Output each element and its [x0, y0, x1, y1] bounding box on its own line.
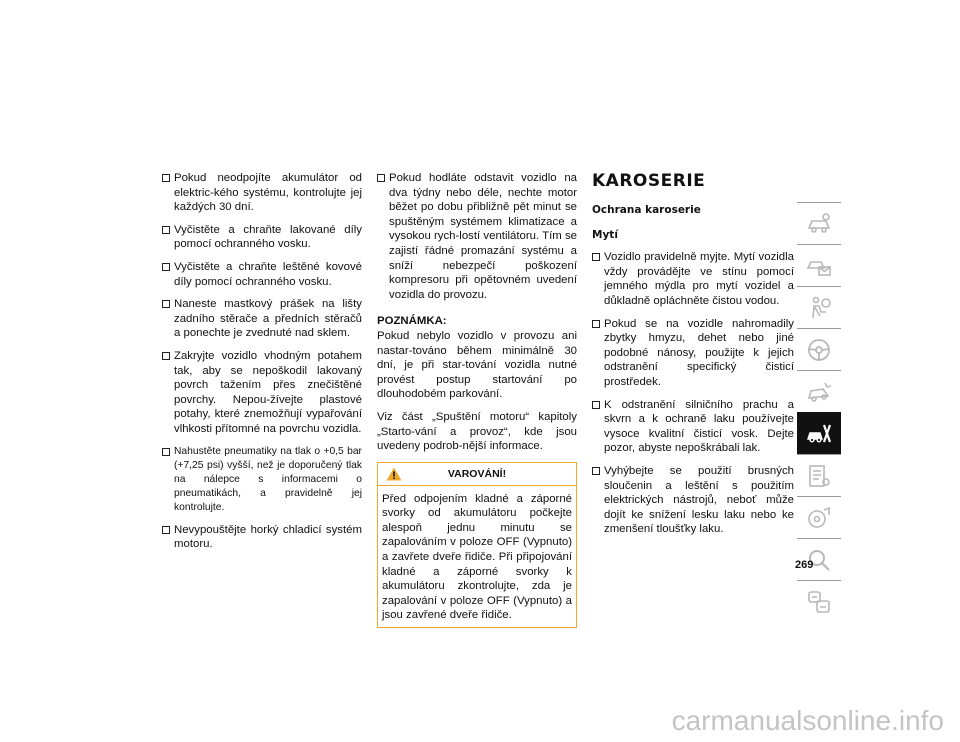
watermark: carmanualsonline.info [671, 705, 944, 736]
list-item: Naneste mastkový prášek na lišty zadního stěrače a předních stěračů a ponechte je zvednuté nad sklem. [162, 297, 362, 341]
column-left [162, 171, 362, 560]
warning-text: Před odpojením kladné a záporné svorky od akumulátoru počkejte alespoň jednu minutu se zapalováním v poloze OFF (Vypnuto) a zavřete dveře řidiče. Při připojování kladné a záporné svorky k akumulátoru zkontrolujte, zda je zapalování v poloze OFF (Vypnuto) a jsou zavřené dveře řidiče. [382, 492, 572, 622]
note-text: Pokud nebylo vozidlo v provozu ani nastar-továno během minimálně 30 dní, je při star-tování vozidla nutné provést postup startování po dlouhodobém parkování. [377, 329, 577, 401]
list-item: Pokud se na vozidle nahromadily zbytky hmyzu, dehet nebo jiné podobné nánosy, použijte k jejich odstranění specifický čisticí prostředek. [592, 317, 794, 390]
checkbox-square-icon [162, 448, 170, 456]
specifications-list-icon [805, 462, 833, 490]
steering-wheel-icon [805, 336, 833, 364]
checkbox-square-icon [377, 174, 385, 182]
subsubsection-heading: Mytí [592, 228, 618, 241]
section-heading: KAROSERIE [592, 171, 706, 191]
page-number: 269 [795, 559, 814, 571]
list-item: Vyhýbejte se použití brusných sloučenin a leštění s použitím elektrických nástrojů, neboť může dojít ke snížení lesku laku nebo ke zmenšení tloušťky laku. [592, 464, 794, 537]
car-service-tools-icon [805, 420, 833, 448]
tab-languages[interactable] [797, 580, 841, 622]
tab-seatbelt-airbag[interactable] [797, 286, 841, 328]
list-item: Vozidlo pravidelně myjte. Mytí vozidla vždy provádějte ve stínu pomocí jemného mýdla pro mytí vozidel a důkladně opláchněte čistou vodou. [592, 250, 794, 308]
list-item: K odstranění silničního prachu a skvrn a k ochraně laku používejte vysoce kvalitní čisticí vosk. Dejte pozor, abyste nepoškrábali lak. [592, 398, 794, 456]
checkbox-square-icon [592, 401, 600, 409]
warning-triangle-icon [386, 467, 402, 481]
tab-steering-wheel[interactable] [797, 328, 841, 370]
seatbelt-airbag-icon [805, 294, 833, 322]
note-title: POZNÁMKA: [377, 315, 447, 328]
checkbox-square-icon [162, 526, 170, 534]
tab-car-service-tools[interactable] [797, 412, 841, 454]
column-right [592, 171, 794, 545]
tab-multimedia[interactable] [797, 496, 841, 538]
tab-car-mail[interactable] [797, 244, 841, 286]
car-crash-icon [805, 378, 833, 406]
checkbox-square-icon [592, 253, 600, 261]
tab-car-crash[interactable] [797, 370, 841, 412]
languages-icon [805, 588, 833, 616]
checkbox-square-icon [162, 300, 170, 308]
checkbox-square-icon [592, 467, 600, 475]
warning-title: VAROVÁNÍ! [447, 467, 507, 480]
list-item: Vyčistěte a chraňte lakované díly pomocí ochranného vosku. [162, 223, 362, 252]
list-item: Vyčistěte a chraňte leštěné kovové díly pomocí ochranného vosku. [162, 260, 362, 289]
tab-specifications-list[interactable] [797, 454, 841, 496]
warning-header [378, 463, 576, 486]
list-item: Nahustěte pneumatiky na tlak o +0,5 bar (+7,25 psi) vyšší, než je doporučený tlak na nálepce s informacemi o pneumatikách, a pravidelně jej kontrolujte. [162, 445, 362, 515]
list-item: Zakryjte vozidlo vhodným potahem tak, aby se nepoškodil lakovaný povrch tažením přes znečištěné povrchy. Nepou-žívejte plastové potahy, které znemožňují vypařování vlhkosti přítomné na povrchu vozidla. [162, 349, 362, 437]
checkbox-square-icon [162, 352, 170, 360]
car-mail-icon [805, 252, 833, 280]
checkbox-square-icon [592, 320, 600, 328]
subsection-heading: Ochrana karoserie [592, 204, 701, 216]
multimedia-icon [805, 504, 833, 532]
list-item: Nevypouštějte horký chladicí systém motoru. [162, 523, 362, 552]
warning-box [377, 462, 577, 628]
checkbox-square-icon [162, 226, 170, 234]
checkbox-square-icon [162, 263, 170, 271]
list-item: Pokud neodpojíte akumulátor od elektric-kého systému, kontrolujte jej každých 30 dní. [162, 171, 362, 215]
tab-car-dashboard[interactable] [797, 202, 841, 244]
list-item: Pokud hodláte odstavit vozidlo na dva týdny nebo déle, nechte motor běžet po dobu přibližně pět minut se spuštěným systémem klimatizace a vysokou rych-lostí ventilátoru. Tím se zajistí řádné promazání systému a sníží nebezpečí poškození kompresoru při opětovném uvedení vozidla do provozu. [377, 171, 577, 302]
car-dashboard-icon [805, 210, 833, 238]
reference-text: Viz část „Spuštění motoru“ kapitoly „Starto-vání a provoz“, kde jsou uvedeny podrob-nější informace. [377, 410, 577, 453]
column-middle [377, 171, 577, 628]
checkbox-square-icon [162, 174, 170, 182]
